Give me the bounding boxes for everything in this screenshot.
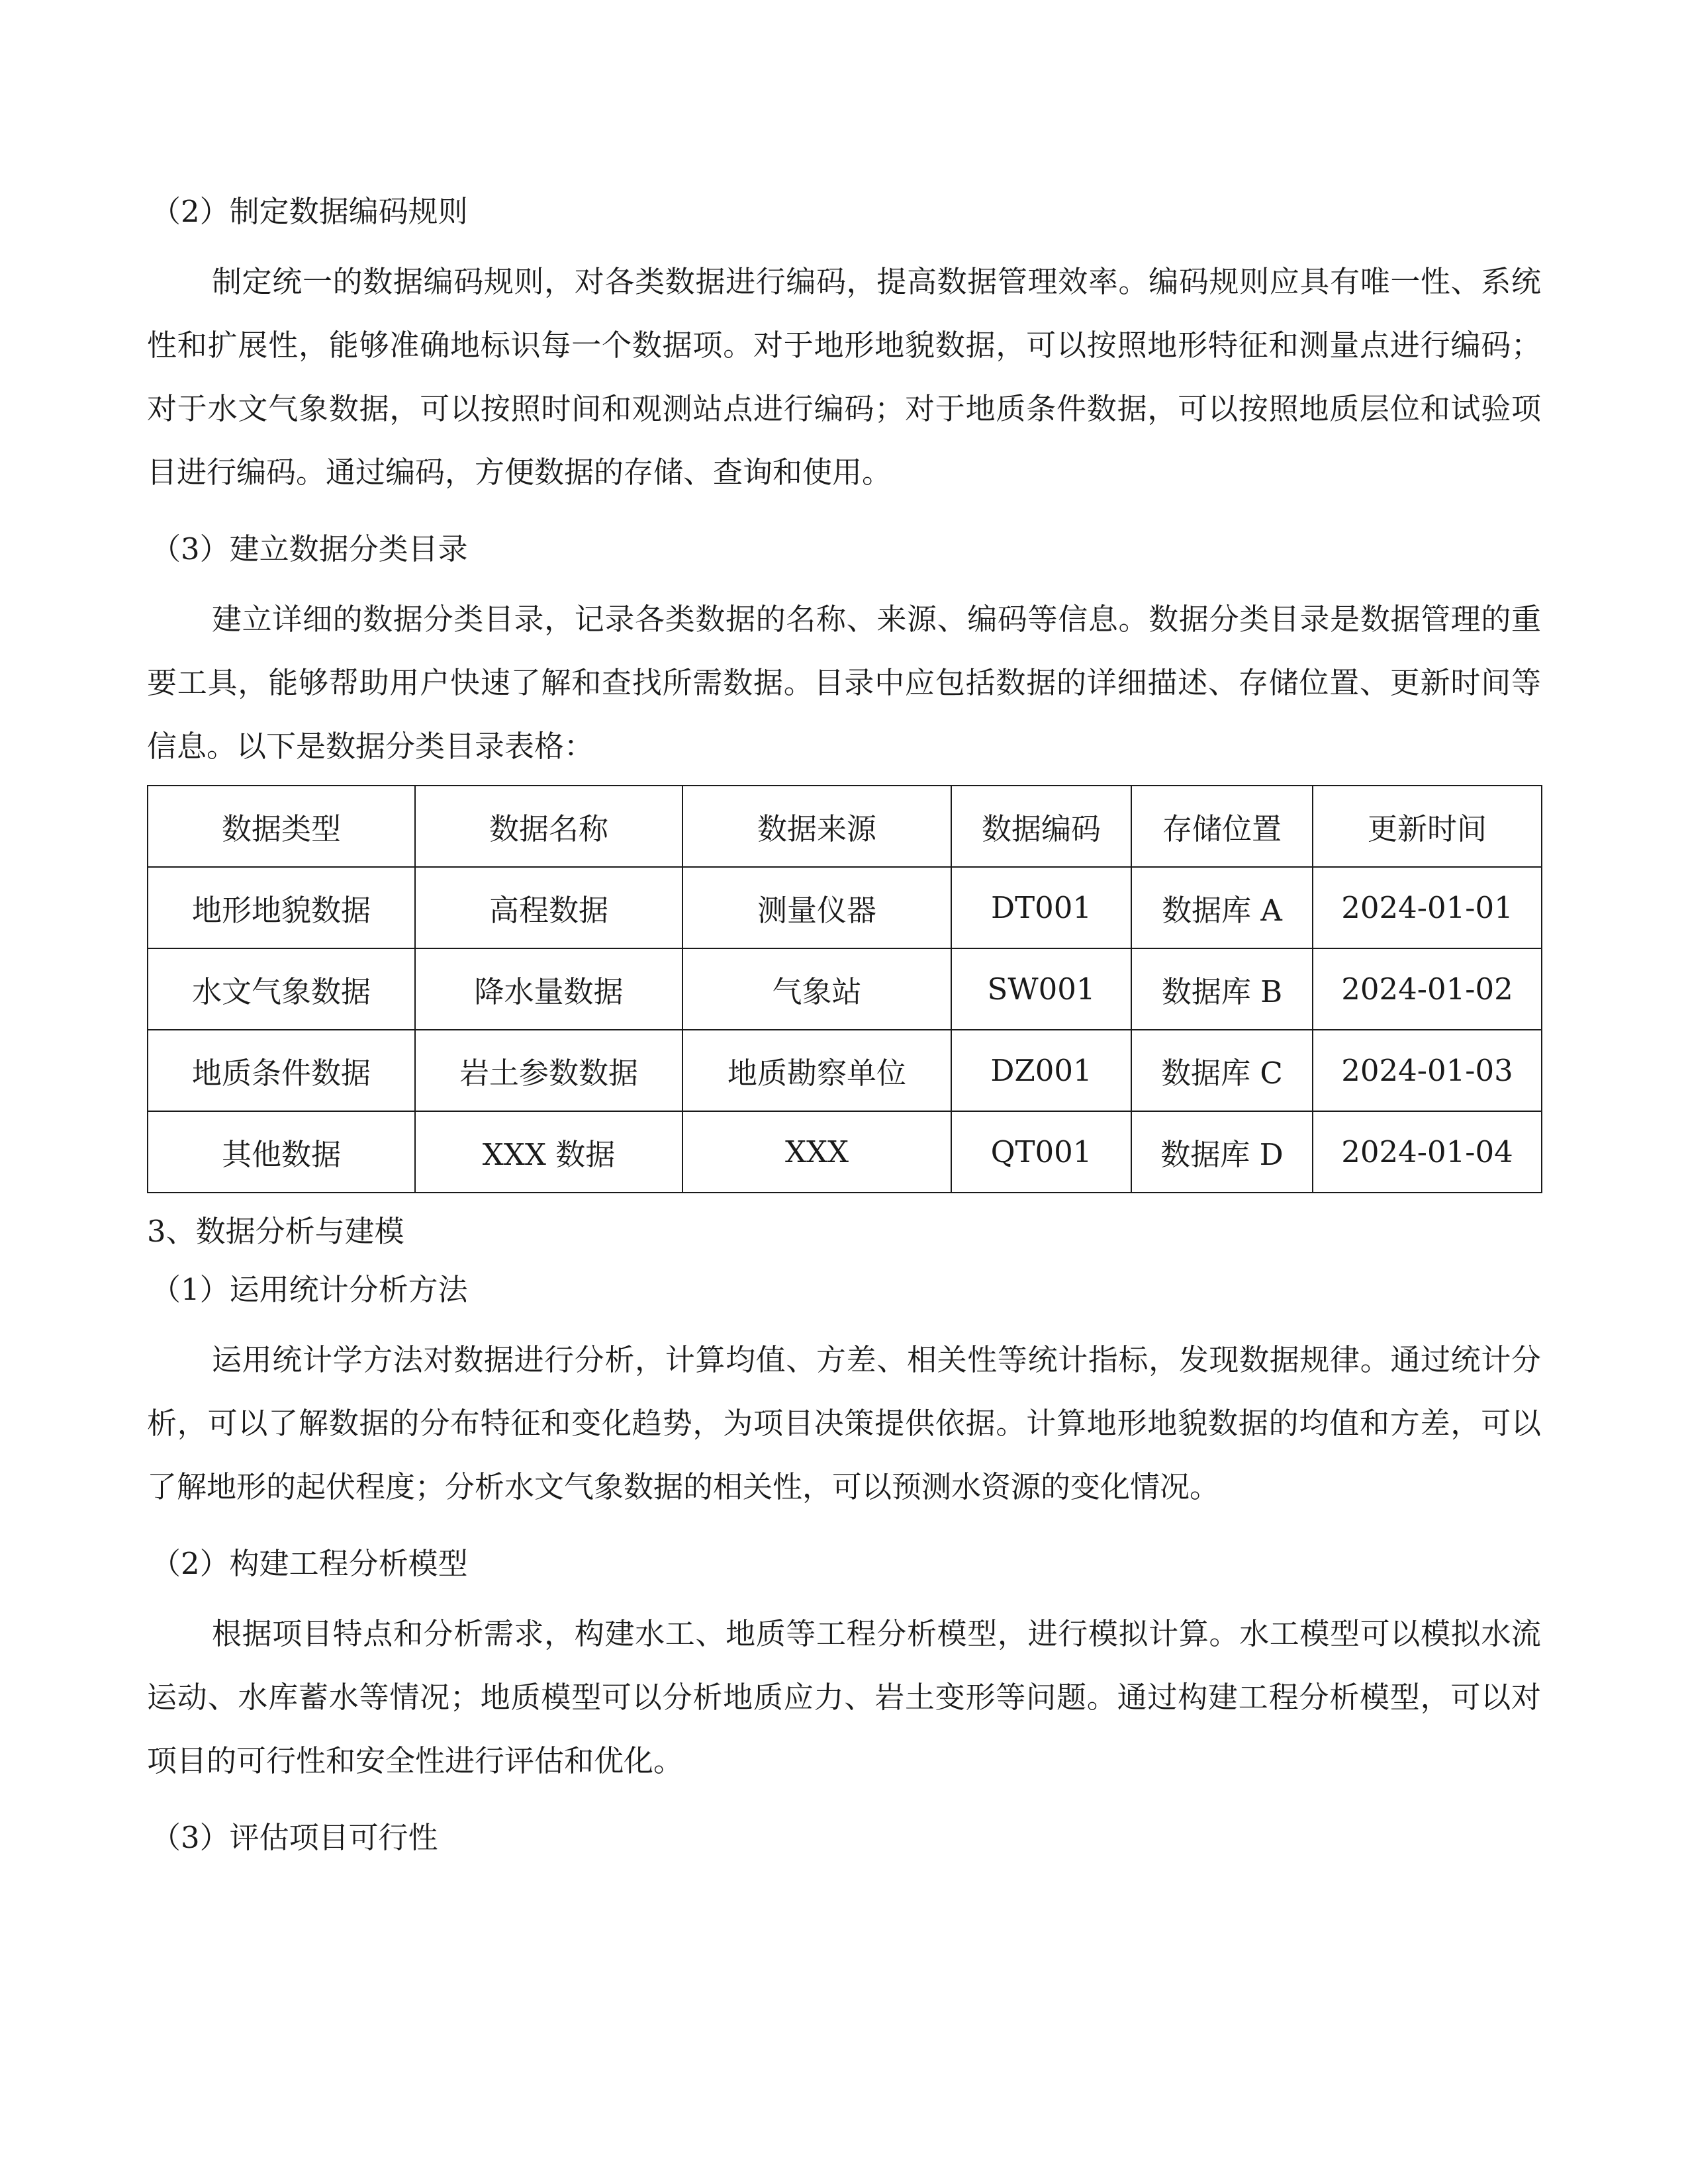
section-title-data-analysis: 3、数据分析与建模: [147, 1214, 404, 1249]
subheading-classification-catalog: （3）建立数据分类目录: [151, 531, 468, 567]
table-cell: 岩土参数数据: [415, 1030, 682, 1111]
table-row: [148, 1030, 1542, 1111]
column-header-update-time: 更新时间: [1313, 786, 1542, 867]
table-cell: XXX 数据: [415, 1111, 682, 1193]
table-cell: 地形地貌数据: [148, 867, 415, 948]
table-cell: 地质勘察单位: [682, 1030, 951, 1111]
subheading-engineering-model: （2）构建工程分析模型: [151, 1546, 468, 1581]
table-cell: XXX: [682, 1111, 951, 1193]
table-cell: 其他数据: [148, 1111, 415, 1193]
table-cell: DT001: [951, 867, 1131, 948]
table-cell: DZ001: [951, 1030, 1131, 1111]
table-cell: 2024-01-04: [1313, 1111, 1542, 1193]
table-cell: 降水量数据: [415, 948, 682, 1030]
paragraph-classification-catalog: 建立详细的数据分类目录，记录各类数据的名称、来源、编码等信息。数据分类目录是数据管理的重要工具，能够帮助用户快速了解和查找所需数据。目录中应包括数据的详细描述、存储位置、更新时间等信息。以下是数据分类目录表格：: [147, 602, 1541, 764]
column-header-data-name: 数据名称: [415, 786, 682, 867]
paragraph-engineering-model: 根据项目特点和分析需求，构建水工、地质等工程分析模型，进行模拟计算。水工模型可以模拟水流运动、水库蓄水等情况；地质模型可以分析地质应力、岩土变形等问题。通过构建工程分析模型，可以对项目的可行性和安全性进行评估和优化。: [147, 1616, 1541, 1778]
table-header-row: [148, 786, 1542, 867]
table-cell: 高程数据: [415, 867, 682, 948]
paragraph-encoding-rules: 制定统一的数据编码规则，对各类数据进行编码，提高数据管理效率。编码规则应具有唯一性、系统性和扩展性，能够准确地标识每一个数据项。对于地形地貌数据，可以按照地形特征和测量点进行编码；对于水文气象数据，可以按照时间和观测站点进行编码；对于地质条件数据，可以按照地质层位和试验项目进行编码。通过编码，方便数据的存储、查询和使用。: [147, 264, 1541, 490]
table-cell: 数据库 A: [1131, 867, 1313, 948]
table-row: [148, 1111, 1542, 1193]
table-cell: 2024-01-03: [1313, 1030, 1542, 1111]
column-header-storage-location: 存储位置: [1131, 786, 1313, 867]
table-row: [148, 948, 1542, 1030]
table-cell: 数据库 D: [1131, 1111, 1313, 1193]
subheading-feasibility: （3）评估项目可行性: [151, 1820, 438, 1855]
subheading-statistical-analysis: （1）运用统计分析方法: [151, 1272, 468, 1307]
subheading-encoding-rules: （2）制定数据编码规则: [151, 194, 468, 229]
table-cell: 2024-01-01: [1313, 867, 1542, 948]
table-row: [148, 867, 1542, 948]
column-header-data-code: 数据编码: [951, 786, 1131, 867]
document-page: [147, 192, 1541, 1858]
column-header-data-source: 数据来源: [682, 786, 951, 867]
table-cell: 数据库 B: [1131, 948, 1313, 1030]
table-cell: QT001: [951, 1111, 1131, 1193]
table-cell: 数据库 C: [1131, 1030, 1313, 1111]
table-cell: 2024-01-02: [1313, 948, 1542, 1030]
column-header-data-type: 数据类型: [148, 786, 415, 867]
table-cell: SW001: [951, 948, 1131, 1030]
table-cell: 气象站: [682, 948, 951, 1030]
data-catalog-table: [147, 785, 1542, 1193]
table-cell: 水文气象数据: [148, 948, 415, 1030]
table-cell: 测量仪器: [682, 867, 951, 948]
table-cell: 地质条件数据: [148, 1030, 415, 1111]
paragraph-statistical-analysis: 运用统计学方法对数据进行分析，计算均值、方差、相关性等统计指标，发现数据规律。通过统计分析，可以了解数据的分布特征和变化趋势，为项目决策提供依据。计算地形地貌数据的均值和方差，可以了解地形的起伏程度；分析水文气象数据的相关性，可以预测水资源的变化情况。: [147, 1342, 1541, 1504]
